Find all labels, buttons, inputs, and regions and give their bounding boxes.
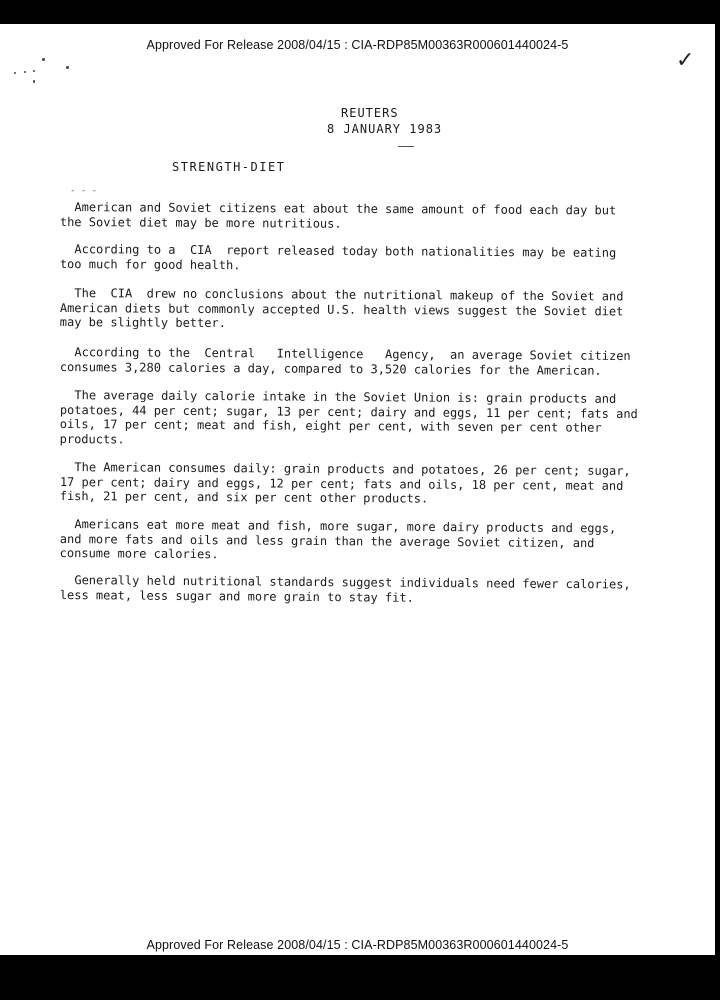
top-scan-border: [0, 0, 720, 24]
release-header: Approved For Release 2008/04/15 : CIA-RDP85M00363R000601440024-5: [146, 38, 569, 52]
bottom-scan-border: [0, 955, 720, 1000]
paragraph-5: The average daily calorie intake in the Soviet Union is: grain products and potatoes, 44 per cent; sugar, 13 per cent; dairy and eggs, 11 per cent; fats and oils, 17 per cent; meat and fish, eight per cent, with seven per cent other products.: [59, 388, 638, 446]
article-date: 8 JANUARY 1983: [327, 122, 443, 136]
speck: [66, 66, 69, 69]
date-underline: [398, 146, 414, 147]
release-footer: Approved For Release 2008/04/15 : CIA-RDP85M00363R000601440024-5: [146, 938, 569, 952]
speck: [42, 58, 45, 61]
paragraph-2: According to a CIA report released today both nationalities may be eating too much for good health.: [59, 242, 617, 272]
speck: [24, 71, 26, 73]
paragraph-3: The CIA drew no conclusions about the nutritional makeup of the Soviet and American diets but commonly accepted U.S. health views suggest the Soviet diet may be slightly better.: [59, 286, 624, 331]
article-slug: STRENGTH-DIET: [172, 160, 286, 174]
speck: [33, 80, 35, 83]
paragraph-1: American and Soviet citizens eat about the same amount of food each day but the Soviet diet may be more nutritious.: [59, 200, 617, 231]
margin-ticks: - - -: [70, 186, 98, 196]
paragraph-4: According to the Central Intelligence Agency, an average Soviet citizen consumes 3,280 calories a day, compared to 3,520 calories for the American.: [59, 345, 631, 378]
scan-specks: [14, 58, 74, 88]
news-source: REUTERS: [341, 106, 399, 120]
speck: [33, 70, 35, 72]
paragraph-8: Generally held nutritional standards suggest individuals need fewer calories, less meat, less sugar and more grain to stay fit.: [59, 573, 631, 605]
paragraph-6: The American consumes daily: grain products and potatoes, 26 per cent; sugar, 17 per cent; dairy and eggs, 12 per cent; fats and oils, 18 per cent, meat and fish, 21 per cent, and six per cent other products.: [59, 460, 631, 506]
right-scan-border: [715, 24, 720, 955]
check-mark-icon: ✓: [676, 48, 695, 73]
speck: [14, 72, 16, 74]
paragraph-7: Americans eat more meat and fish, more sugar, more dairy products and eggs, and more fats and oils and less grain than the average Soviet citizen, and consume more calories.: [59, 517, 617, 562]
